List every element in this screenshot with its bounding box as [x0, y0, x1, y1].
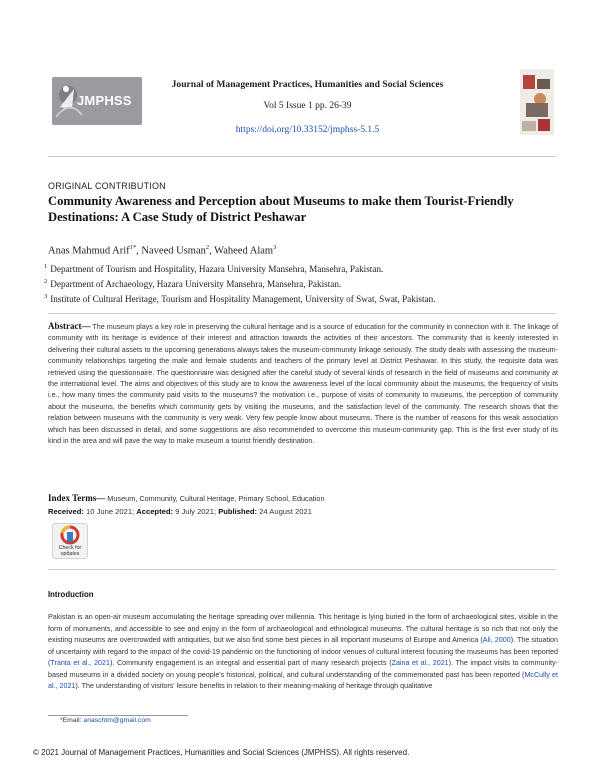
citation-link[interactable]: Ali, 2000: [482, 636, 511, 644]
published-date: 24 August 2021: [259, 507, 312, 516]
published-label: Published:: [218, 507, 258, 516]
index-terms-text: Museum, Community, Cultural Heritage, Primary School, Education: [107, 494, 325, 503]
footnote-label: *Email:: [60, 717, 82, 724]
footnote: [60, 717, 151, 724]
author-name: Anas Mahmud Arif: [48, 245, 130, 257]
volume-info: Vol 5 Issue 1 pp. 26-39: [263, 101, 352, 111]
author-name: Waheed Alam: [214, 245, 274, 257]
journal-cover-image: [520, 69, 554, 135]
article-title: Community Awareness and Perception about Museums to make them Tourist-Friendly Destinations: A Case Study of District Peshawar: [48, 194, 514, 224]
journal-title: Journal of Management Practices, Humanities and Social Sciences: [171, 79, 444, 90]
received-label: Received:: [48, 507, 84, 516]
author-superscript: 3: [273, 244, 277, 251]
logo-text: JMPHSS: [77, 93, 132, 108]
crossmark-label: Check for updates: [58, 545, 82, 557]
author-superscript: 1*: [129, 244, 137, 251]
dates-divider: [48, 569, 556, 570]
index-terms: [48, 493, 558, 503]
affiliation-divider: [48, 313, 556, 314]
affiliation: $^2$ Department of Archaeology, Hazara University Mansehra, Mansehra, Pakistan.: [44, 278, 342, 289]
author-name: Naveed Usman: [141, 245, 206, 257]
citation-link[interactable]: Tranta et al., 2021: [50, 659, 110, 667]
header-divider: [48, 156, 556, 157]
index-terms-label: Index Terms—: [48, 493, 106, 503]
author-list: Anas Mahmud Arif$^{1*}$, Naveed Usman$^2$, Waheed Alam$^3$: [48, 244, 277, 257]
citation-link[interactable]: Zaina et al., 2021: [391, 659, 449, 667]
doi-link[interactable]: https://doi.org/10.33152/jmphss-5.1.5: [235, 125, 380, 135]
email-link[interactable]: anaschtm@gmail.com: [83, 717, 151, 724]
copyright-notice: © 2021 Journal of Management Practices, Humanities and Social Sciences (JMPHSS). All rights reserved.: [33, 748, 410, 757]
author-superscript: 2: [205, 244, 210, 251]
introduction-heading: Introduction: [48, 590, 94, 599]
abstract: [48, 321, 558, 447]
introduction-text: Pakistan is an open-air museum accumulating the heritage spreading over millennia. This heritage is lying buried in the form of archaeological sites, visible in the form of monuments, and accessible to see and enjoy in the form of archaeological and ethnological museums. The cultural heritage is so rich that not only the existing museums are overcrowded with antiquities, but we also find some best pieces in all important museums of Europe and America (Ali, 2000). The situation of uncertainty with regard to the impact of the covid-19 pandemic on the functioning of indoor venues of cultural interest focusing the museums has been reported (Tranta et al., 2021). Community engagement is an integral and essential part of many research projects (Zaina et al., 2021). The impact visits to community-based museums in a divided society on young people's historical, political, and cultural understanding of the commemorated past has been reported (McCully et al., 2021). The understanding of visitors' leisure benefits in relation to their meaning-making of heritage through qualitative: [48, 613, 558, 690]
affiliation: $^3$ Institute of Cultural Heritage, Tourism and Hospitality Management, University of Swat, Swat, Pakistan.: [44, 293, 436, 304]
journal-logo: [52, 77, 142, 125]
crossmark-icon: [53, 524, 87, 546]
affiliation: $^1$ Department of Tourism and Hospitality, Hazara University Mansehra, Mansehra, Pakistan.: [44, 263, 384, 274]
citation-link[interactable]: McCully et al., 2021: [48, 670, 558, 690]
accepted-date: 9 July 2021;: [175, 507, 217, 516]
accepted-label: Accepted:: [136, 507, 173, 516]
article-dates: [48, 507, 558, 516]
abstract-text: The museum plays a key role in preserving the cultural heritage and is a source of education for the community in connection with it. The linkage of community with its heritage is evidence of their interest and attraction towards the activities of their ancestors. The community that is keenly interested in delivering their cultural assets to the upcoming generations always takes the museum-community linkage seriously. The study deals with assessing the museum-community relationships targeting the male and female students and teachers of the primary level at District Peshawar. In this study, the requisite data was retrieved using the questionnaire. The questionnaire was designed after the careful study of several kinds of research in the field of museums and community at the international level. The aims and objectives of this study are to know the awareness level of the local community about the museums, the frequency of visits i.e., how many times the community paid visits to the museums? the motivation i.e., purpose of visits of community to museums, the perception of community about the museums, the benefits which community gets by visiting the museums, and the satisfaction level of the community. The research shows that the relation between museums with the community is very weak. Very few people know about museums. There is the number of reasons for this weak association which has been discussed in detail, and some suggestions are also recommended to overcome this museum-community gap. This is the first ever study of its kind in the area and will pave the way to make museum a tourist friendly destination.: [48, 323, 558, 446]
abstract-label: Abstract—: [48, 321, 91, 331]
received-date: 10 June 2021;: [86, 507, 135, 516]
footnote-divider: [48, 715, 188, 716]
contribution-type: ORIGINAL CONTRIBUTION: [48, 181, 166, 191]
